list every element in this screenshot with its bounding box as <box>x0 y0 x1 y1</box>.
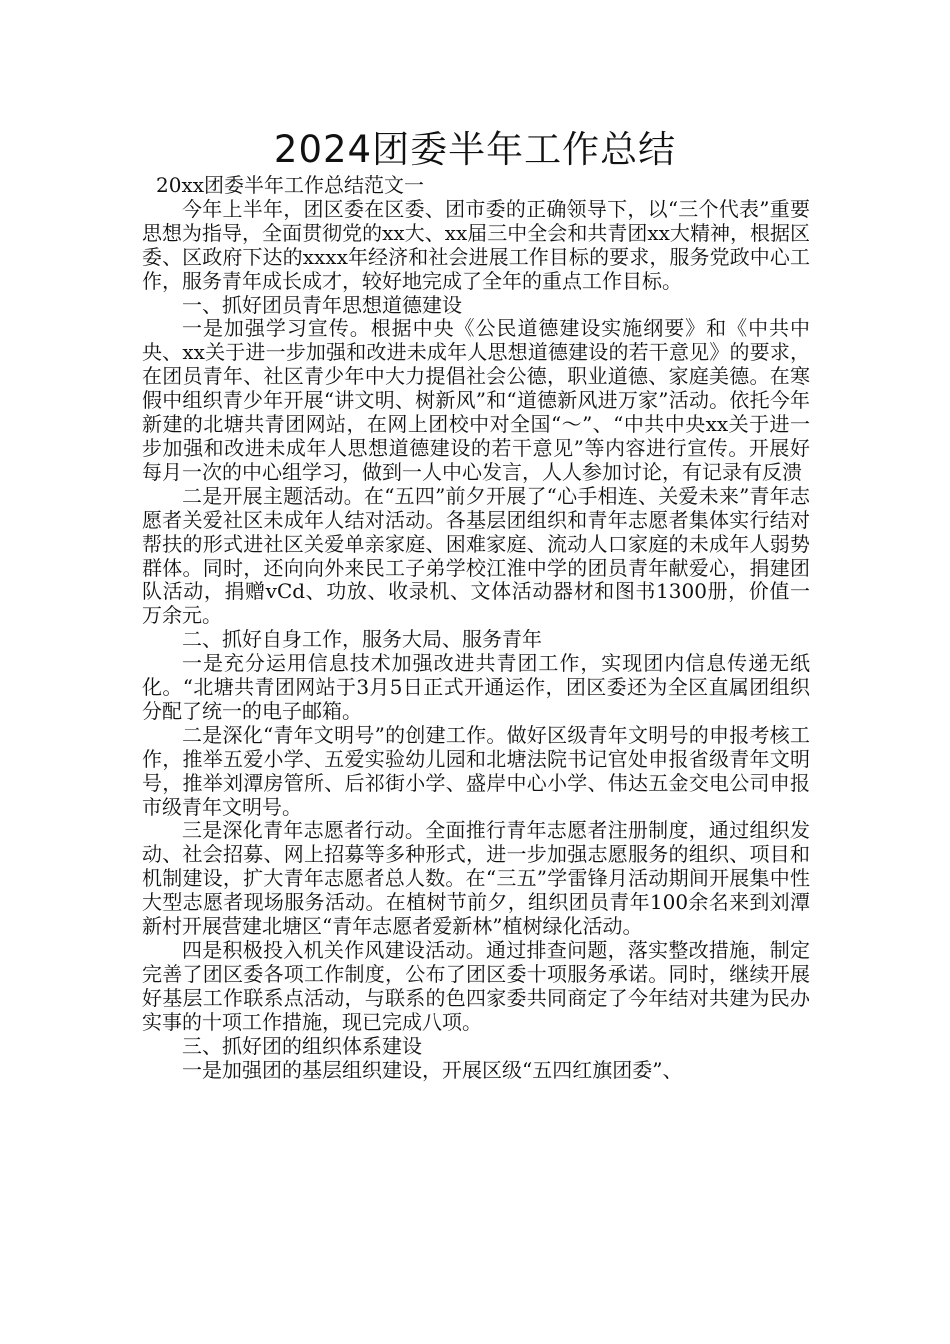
document-body <box>142 174 810 1082</box>
document-subtitle: 20xx团委半年工作总结范文一 <box>156 173 425 197</box>
paragraph: 一是加强团的基层组织建设，开展区级“五四红旗团委”、 <box>182 1057 683 1082</box>
section-heading-3: 三、抓好团的组织体系建设 <box>182 1033 422 1058</box>
paragraph: 二是开展主题活动。在“五四”前夕开展了“心手相连、关爱未来”青年志愿者关爱社区未成年人结对活动。各基层团组织和青年志愿者集体实行结对帮扶的形式进社区关爱单亲家庭、困难家庭、流动人口家庭的未成年人弱势群体。同时，还向向外来民工子弟学校江淮中学的团员青年献爱心，捐建团队活动，捐赠vCd、功放、收录机、文体活动器材和图书1300册，价值一万余元。 <box>142 483 810 628</box>
paragraph-intro: 今年上半年，团区委在区委、团市委的正确领导下，以“三个代表”重要思想为指导，全面贯彻党的xx大、xx届三中全会和共青团xx大精神，根据区委、区政府下达的xxxx年经济和社会进展工作目标的要求，服务党政中心工作，服务青年成长成才，较好地完成了全年的重点工作目标。 <box>142 196 810 293</box>
document-title: 2024团委半年工作总结 <box>273 128 677 171</box>
paragraph: 一是充分运用信息技术加强改进共青团工作，实现团内信息传递无纸化。“北塘共青团网站于3月5日正式开通运作，团区委还为全区直属团组织分配了统一的电子邮箱。 <box>142 651 810 723</box>
paragraph: 三是深化青年志愿者行动。全面推行青年志愿者注册制度，通过组织发动、社会招募、网上招募等多种形式，进一步加强志愿服务的组织、项目和机制建设，扩大青年志愿者总人数。在“三五”学雷锋月活动期间开展集中性大型志愿者现场服务活动。在植树节前夕，组织团员青年100余名来到刘潭新村开展营建北塘区“青年志愿者爱新林”植树绿化活动。 <box>142 818 810 939</box>
section-heading-2: 二、抓好自身工作，服务大局、服务青年 <box>182 627 542 652</box>
paragraph: 二是深化“青年文明号”的创建工作。做好区级青年文明号的申报考核工作，推举五爱小学、五爱实验幼儿园和北塘法院书记官处申报省级青年文明号，推举刘潭房管所、后祁街小学、盛岸中心小学、伟达五金交电公司申报市级青年文明号。 <box>142 722 810 819</box>
paragraph: 四是积极投入机关作风建设活动。通过排查问题，落实整改措施，制定完善了团区委各项工作制度，公布了团区委十项服务承诺。同时，继续开展好基层工作联系点活动，与联系的色四家委共同商定了今年结对共建为民办实事的十项工作措施，现已完成八项。 <box>142 938 810 1034</box>
section-heading-1: 一、抓好团员青年思想道德建设 <box>182 292 462 317</box>
paragraph: 一是加强学习宣传。根据中央《公民道德建设实施纲要》和《中共中央、xx关于进一步加强和改进未成年人思想道德建设的若干意见》的要求，在团员青年、社区青少年中大力提倡社会公德，职业道德、家庭美德。在寒假中组织青少年开展“讲文明、树新风”和“道德新风进万家”活动。依托今年新建的北塘共青团网站，在网上团校中对全国“～”、“中共中央xx关于进一步加强和改进未成年人思想道德建设的若干意见”等内容进行宣传。开展好每月一次的中心组学习，做到一人中心发言，人人参加讨论，有记录有反溃 <box>142 316 810 484</box>
